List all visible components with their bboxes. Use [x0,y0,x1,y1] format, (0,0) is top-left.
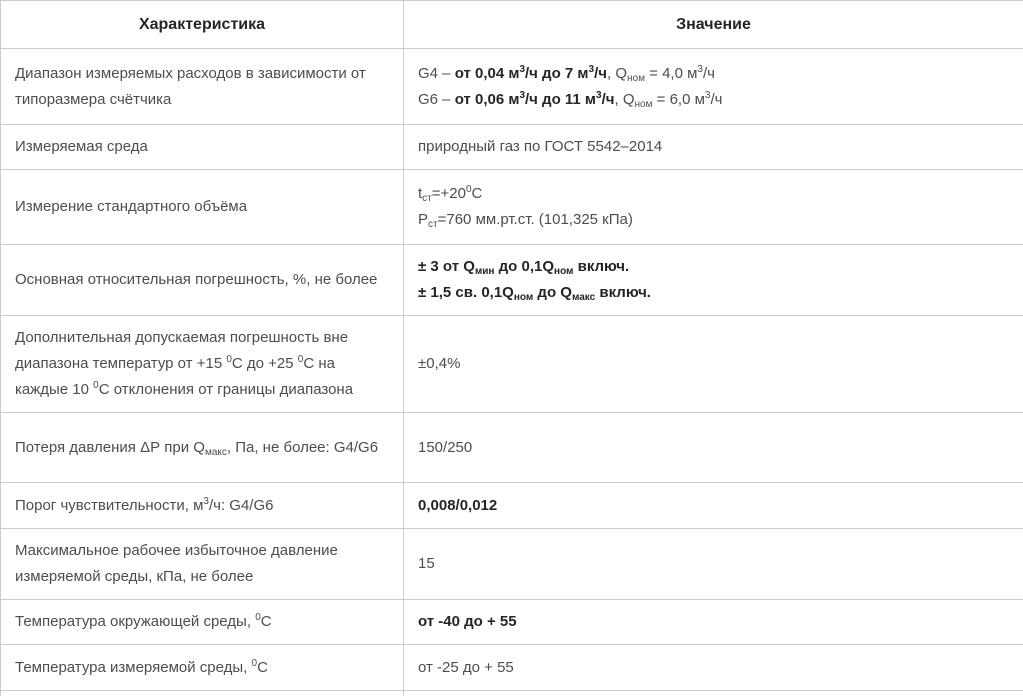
value-line: ± 1,5 св. $0,1Q_{ном}$ до $Q_{макс}$ включ. [418,284,651,303]
table-row [1,245,1023,316]
characteristic-cell: Основная относительная погрешность, %, не более [1,245,404,316]
value-cell [404,413,1023,483]
value-line: G6 – от 0,06 $м^3/ч$ до 11 $м^3/ч$, $Q_{ном} = 6,0$ $м^3/ч$ [418,89,723,110]
value-line: $Р_{ст}=760$ мм.рт.ст. (101,325 кПа) [418,211,633,230]
spec-table-body [1,49,1023,696]
table-row [1,600,1023,645]
characteristic-cell: Потеря давления ΔР при $Q_{макс}$, Па, не более: G4/G6 [1,413,404,483]
value-line: ±0,4% [418,355,461,372]
characteristic-cell [1,691,404,696]
table-row [1,49,1023,125]
characteristic-cell: Температура измеряемой среды, $^0$С [1,645,404,691]
value-cell [404,316,1023,413]
value-line: ± 3 от $Q_{мин}$ до $0,1Q_{ном}$ включ. [418,258,630,277]
value-cell [404,170,1023,245]
table-row [1,529,1023,600]
value-cell [404,529,1023,600]
value-line: 150/250 [418,438,473,456]
table-row [1,413,1023,483]
table-row [1,170,1023,245]
table-row [1,125,1023,170]
table-row [1,316,1023,413]
value-cell [404,483,1023,529]
value-cell [404,600,1023,645]
table-row [1,691,1023,696]
value-cell [404,691,1023,696]
value-line: $t_{ст}=+20^0С$ [418,184,483,204]
value-line: от -40 до + 55 [418,613,517,630]
characteristic-cell: Порог чувствительности, $м^3/ч$: G4/G6 [1,483,404,529]
value-cell [404,645,1023,691]
characteristic-cell: Максимальное рабочее избыточное давление измеряемой среды, кПа, не более [1,529,404,600]
value-cell [404,49,1023,125]
characteristic-cell: Измеряемая среда [1,125,404,170]
header-value: Значение [404,1,1023,49]
value-cell [404,245,1023,316]
table-row [1,483,1023,529]
table-row [1,645,1023,691]
value-line: 15 [418,555,435,572]
value-line: 0,008/0,012 [418,496,498,514]
characteristic-cell: Диапазон измеряемых расходов в зависимости от типоразмера счётчика [1,49,404,125]
value-cell [404,125,1023,170]
header-row [1,1,1023,49]
value-line: G4 – от 0,04 $м^3/ч$ до 7 $м^3/ч$, $Q_{ном} = 4,0$ $м^3/ч$ [418,63,715,84]
header-characteristic: Характеристика [1,1,404,49]
value-line: природный газ по ГОСТ 5542–2014 [418,138,663,155]
characteristic-cell: Измерение стандартного объёма [1,170,404,245]
spec-table-head [1,1,1023,49]
characteristic-cell: Температура окружающей среды, $^0$С [1,600,404,645]
characteristic-cell: Дополнительная допускаемая погрешность вне диапазона температур от +15 $^0$С до +25 $^0$С на каждые 10 $^0$С отклонения от границы диапазона [1,316,404,413]
value-line: от -25 до + 55 [418,658,514,676]
